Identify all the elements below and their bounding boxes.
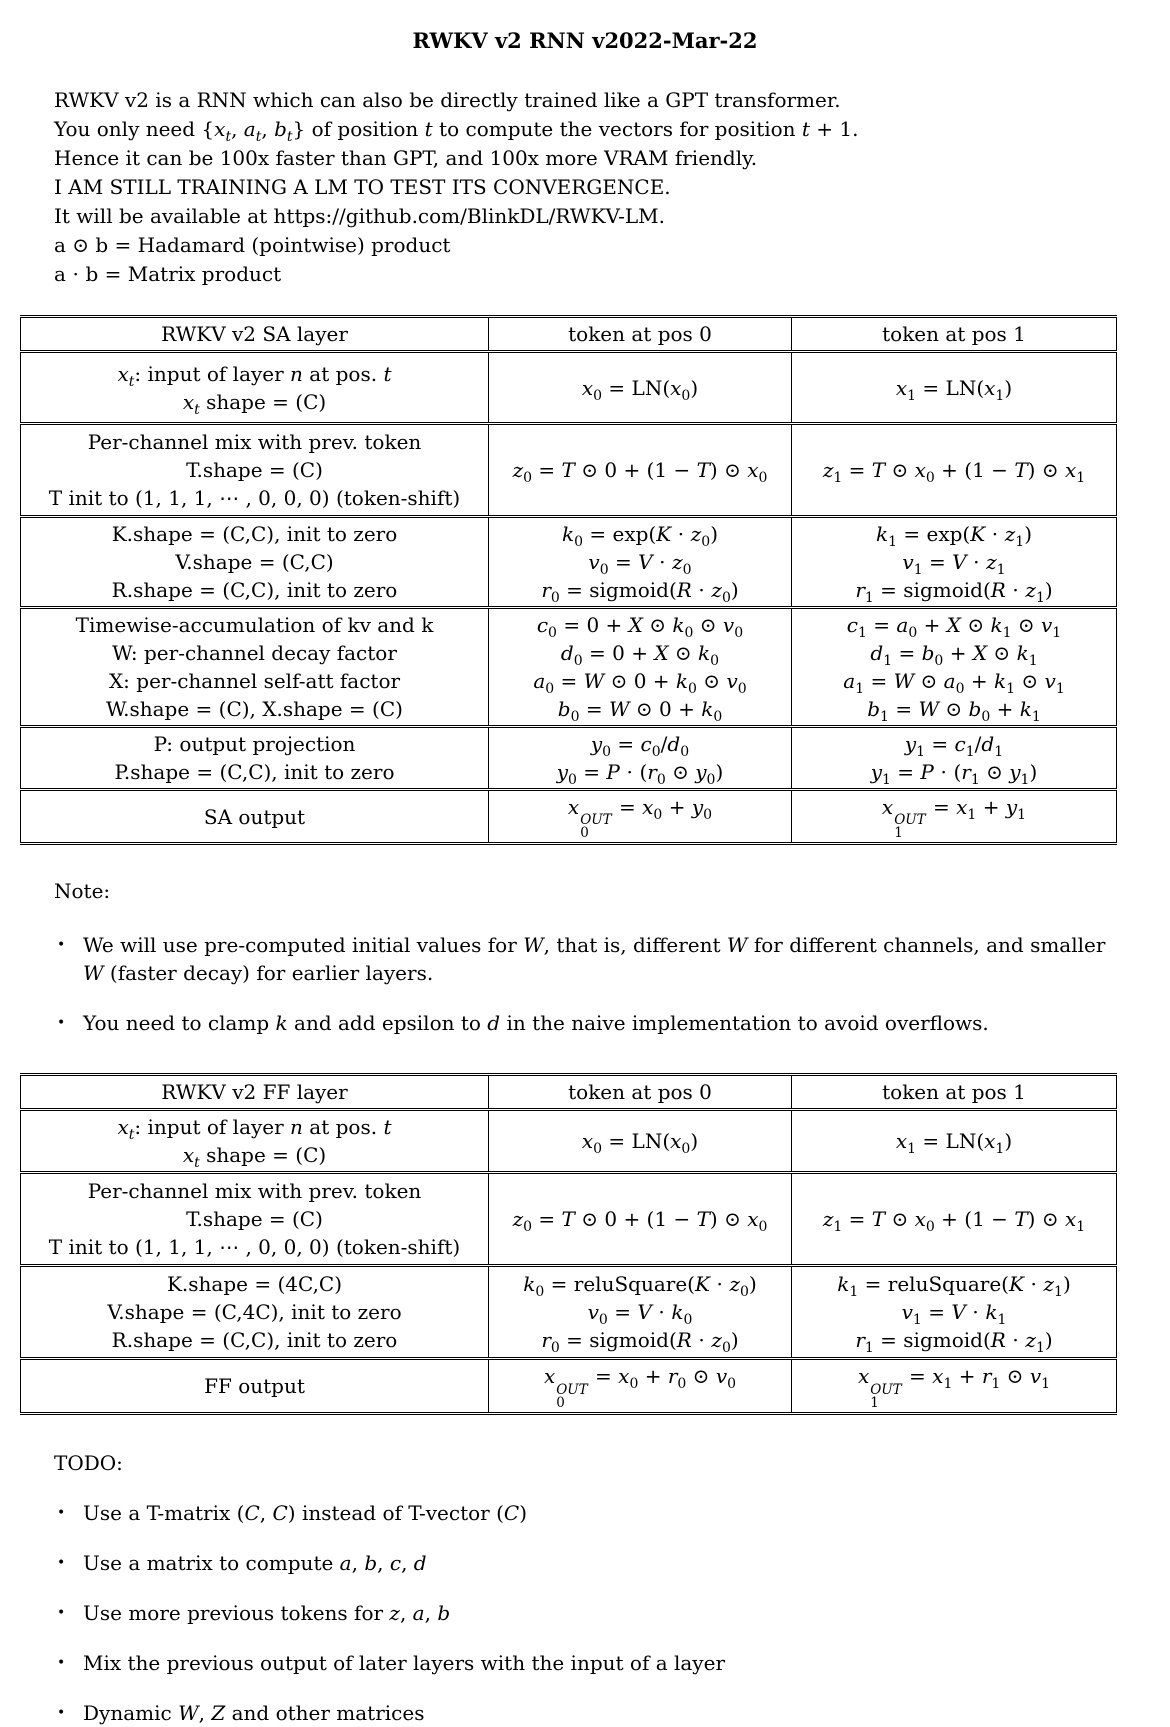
table-cell-pos1: $k_1 = \exp(K \cdot z_1)$ $v_1 = V \cdot z_1$ $r_1$ = sigmoid(R ⋅ $z_1$) [792,517,1117,608]
table-cell-pos0: $x_0 = LN(x_0)$ [489,1110,792,1173]
intro-line: You only need {$x_t$, $a_t$, $b_t$} of position t to compute the vectors for position t + 1. [54,117,859,145]
todo-list-item [57,1599,1130,1627]
table-cell-desc: $x_t$: input of layer n at pos. t $x_t$ shape = (C) [21,352,489,424]
table-cell-desc: Per-channel mix with prev. token T.shape = (C) T init to (1, 1, 1, ⋯ , 0, 0, 0) (token-shift) [21,424,489,517]
intro-line: Hence it can be 100x faster than GPT, and 100x more VRAM friendly. [54,146,758,170]
todo-bullet-text: Use a T-matrix (C, C) instead of T-vector (C) [83,1500,528,1525]
todo-bullet-text: Use a matrix to compute a, b, c, d [83,1550,427,1575]
table-cell-pos0: x OUT 0 = $x_0 + y_0$ [489,790,792,844]
table-cell-desc: SA output [21,790,489,844]
ff-header-pos0: token at pos 0 [489,1075,792,1110]
table-row-projection [21,727,1117,790]
todo-bullet-text: Dynamic W, Z and other matrices [83,1700,425,1725]
note-list-item [57,1009,1130,1037]
bullet-dot-icon: • [57,1015,66,1032]
todo-list-item [57,1649,1130,1677]
table-row-ff-output [21,1359,1117,1413]
table-cell-pos1: $x_1 = LN(x_1)$ [792,352,1117,424]
table-row-kvr [21,517,1117,608]
table-cell-pos0: $c_0 = 0 + X$ ⊙ $k_0$ ⊙ $v_0$ $d_0 = 0 + X$ ⊙ $k_0$ $a_0 = W$ ⊙ $0 + k_0$ ⊙ $v_0$ $b_0 = W$ ⊙ $0 + k_0$ [489,608,792,727]
table-cell-desc: Timewise-accumulation of kv and k W: per-channel decay factor X: per-channel self-att factor W.shape = (C), X.shape = (C) [21,608,489,727]
bullet-dot-icon: • [57,1504,66,1521]
table-cell-pos1: $x_1 = LN(x_1)$ [792,1110,1117,1173]
sa-header-pos1: token at pos 1 [792,317,1117,352]
ff-table-title-cell: RWKV v2 FF layer [21,1075,489,1110]
document-page [0,26,1170,1727]
table-cell-pos1: $c_1 = a_0 + X$ ⊙ $k_1$ ⊙ $v_1$ $d_1 = b_0 + X$ ⊙ $k_1$ $a_1 = W$ ⊙ $a_0 + k_1$ ⊙ $v_1$ $b_1 = W$ ⊙ $b_0 + k_1$ [792,608,1117,727]
sa-layer-table [20,315,1117,845]
note-label: Note: [54,879,111,904]
table-cell-pos1: $y_1 = c_1/d_1$ $y_1 = P \cdot (r_1$ ⊙ $y_1$) [792,727,1117,790]
table-cell-pos1: $k_1$ = reluSquare(K ⋅ $z_1$) $v_1 = V \cdot k_1$ $r_1$ = sigmoid(R ⋅ $z_1$) [792,1266,1117,1359]
table-cell-pos1: $z_1 = T$ ⊙ $x_0 + (1 - T)$ ⊙ $x_1$ [792,424,1117,517]
table-row-input [21,352,1117,424]
intro-line: RWKV v2 is a RNN which can also be directly trained like a GPT transformer. [54,88,841,112]
table-cell-desc: $x_t$: input of layer n at pos. t $x_t$ shape = (C) [21,1110,489,1173]
table-cell-desc: K.shape = (4C,C) V.shape = (C,4C), init to zero R.shape = (C,C), init to zero [21,1266,489,1359]
table-cell-pos0: $z_0 = T$ ⊙ 0 + (1 − T) ⊙ $x_0$ [489,424,792,517]
table-cell-pos0: $x_0 = LN(x_0)$ [489,352,792,424]
table-cell-desc: K.shape = (C,C), init to zero V.shape = (C,C) R.shape = (C,C), init to zero [21,517,489,608]
todo-bullet-text: Mix the previous output of later layers with the input of a layer [83,1650,726,1675]
note-bullet-text: We will use pre-computed initial values for W, that is, different W for different channels, and smaller W (faster decay) for earlier layers. [83,933,1106,986]
note-bullet-text: You need to clamp k and add epsilon to d in the naive implementation to avoid overflows. [83,1011,989,1036]
table-row-token-mix [21,424,1117,517]
note-list-item [57,931,1130,987]
table-row-kvr [21,1266,1117,1359]
todo-bullet-text: Use more previous tokens for z, a, b [83,1600,451,1625]
sa-table-title-cell: RWKV v2 SA layer [21,317,489,352]
bullet-dot-icon: • [57,1604,66,1621]
intro-line: I AM STILL TRAINING A LM TO TEST ITS CONVERGENCE. [54,175,671,199]
table-row-sa-output [21,790,1117,844]
table-row-accumulation [21,608,1117,727]
table-cell-pos0: $y_0 = c_0/d_0$ $y_0 = P \cdot (r_0$ ⊙ $y_0$) [489,727,792,790]
intro-line-hadamard-def: a ⊙ b = Hadamard (pointwise) product [54,233,451,257]
table-cell-desc: Per-channel mix with prev. token T.shape = (C) T init to (1, 1, 1, ⋯ , 0, 0, 0) (token-shift) [21,1173,489,1266]
sa-table-header-row [21,317,1117,352]
table-cell-pos0: $k_0 = \exp(K \cdot z_0)$ $v_0 = V \cdot z_0$ $r_0$ = sigmoid(R ⋅ $z_0$) [489,517,792,608]
todo-list-item [57,1549,1130,1577]
todo-list-item [57,1499,1130,1527]
intro-line-matrix-def: a ⋅ b = Matrix product [54,262,282,286]
todo-list-item [57,1699,1130,1727]
ff-table-header-row [21,1075,1117,1110]
table-row-token-mix [21,1173,1117,1266]
table-cell-pos0: $z_0 = T$ ⊙ 0 + (1 − T) ⊙ $x_0$ [489,1173,792,1266]
table-cell-pos0: $k_0$ = reluSquare(K ⋅ $z_0$) $v_0 = V \cdot k_0$ $r_0$ = sigmoid(R ⋅ $z_0$) [489,1266,792,1359]
page-title: RWKV v2 RNN v2022-Mar-22 [412,28,758,53]
table-cell-pos1: $z_1 = T$ ⊙ $x_0 + (1 - T)$ ⊙ $x_1$ [792,1173,1117,1266]
table-row-input [21,1110,1117,1173]
table-cell-desc: P: output projection P.shape = (C,C), init to zero [21,727,489,790]
table-cell-pos1: x OUT 1 = $x_1 + r_1$ ⊙ $v_1$ [792,1359,1117,1413]
sa-header-pos0: token at pos 0 [489,317,792,352]
intro-line-github-url: It will be available at https://github.com/BlinkDL/RWKV-LM. [54,204,666,228]
bullet-dot-icon: • [57,1654,66,1671]
bullet-dot-icon: • [57,937,66,954]
table-cell-desc: FF output [21,1359,489,1413]
table-cell-pos0: x OUT 0 = $x_0 + r_0$ ⊙ $v_0$ [489,1359,792,1413]
bullet-dot-icon: • [57,1554,66,1571]
intro-paragraph [54,86,1170,289]
bullet-dot-icon: • [57,1704,66,1721]
ff-layer-table [20,1073,1117,1414]
table-cell-pos1: x OUT 1 = $x_1 + y_1$ [792,790,1117,844]
todo-label: TODO: [54,1450,123,1475]
ff-header-pos1: token at pos 1 [792,1075,1117,1110]
